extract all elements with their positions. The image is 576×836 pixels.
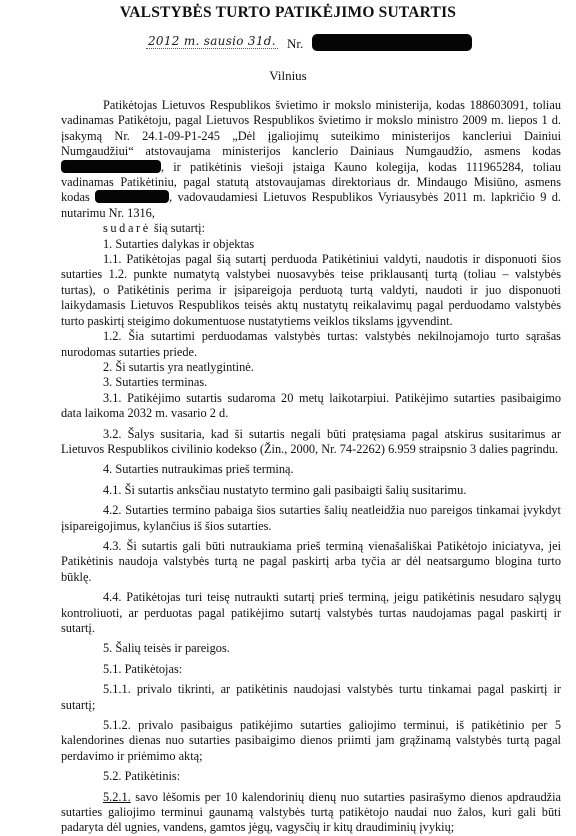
agreement-word: sudarė — [103, 221, 151, 236]
document-body — [61, 98, 561, 836]
clause-4-3: 4.3. Ši sutartis gali būti nutraukiama prieš terminą vienašališkai Patikėtojo iniciatyva, jei Patikėtinis naudoja valstybės turtą ne pagal paskirtį arba tyčia ar dėl neatsargumo blogina turto būklę. — [61, 538, 561, 584]
intro-text-part-1: Patikėtojas Lietuvos Respublikos švietimo ir mokslo ministerija, kodas 188603091, toliau vadinamas Patikėtoju, pagal Lietuvos Respublikos švietimo ir mokslo ministro 2009 m. liepos 1 d. įsakymą Nr. 24.1-09-P1-245 „Dėl įgaliojimų suteikimo ministerijos kancleriui Dainiui Numgaudžiui“ atstovaujama ministerijos kanclerio Dainiaus Numgaudžio, asmens kodas — [61, 98, 561, 159]
clause-4-2: 4.2. Sutarties termino pabaiga šios sutarties šalių neatleidžia nuo pareigos tinkamai įvykdyt įsipareigojimus, kylančius iš šios sutarties. — [61, 503, 561, 533]
clause-4-4: 4.4. Patikėtojas turi teisę nutraukti sutartį prieš terminą, jeigu patikėtinis nesudaro sąlygų kontroliuoti, ar perduotas pagal patikėjimo sutartį valstybės turtas naudojamas pagal paskirtį ir sutartį. — [61, 590, 561, 635]
clause-5-2-1-number: 5.2.1. — [103, 789, 131, 804]
clause-1-1: 1.1. Patikėtojas pagal šią sutartį perduoda Patikėtiniui valdyti, naudotis ir disponuoti šios sutarties 1.2. punkte numatytą valstybei nuosavybės teise priklausantį turtą (toliau – valstybės turtas), o Patikėtinis perima ir įsipareigoja perduotą turtą valdyti, naudoti ir juo disponuoti laikydamasis Lietuvos Respublikos teisės aktų nustatytų reikalavimų pagal perduodamo valstybės turto paskirtį steigimo dokumentuose nustatytiems veiklos tikslams įgyvendint. — [61, 252, 561, 328]
section-4-heading: 4. Sutarties nutraukimas prieš terminą. — [103, 462, 294, 477]
section-2-heading: 2. Ši sutartis yra neatlygintinė. — [103, 359, 254, 374]
clause-5-2: 5.2. Patikėtinis: — [103, 769, 181, 784]
number-label: Nr. — [287, 36, 304, 51]
document-title: VALSTYBĖS TURTO PATIKĖJIMO SUTARTIS — [119, 4, 457, 21]
clause-5-1-1: 5.1.1. privalo tikrinti, ar patikėtinis naudojasi valstybės turtu tinkamai pagal paskirtį ir sutartį; — [61, 682, 561, 712]
clause-5-2-1 — [61, 790, 561, 836]
intro-text-part-3: , vadovaudamiesi Lietuvos Respublikos Vyriausybės 2011 m. lapkričio 9 d. nutarimu Nr. 1316, — [61, 190, 562, 220]
intro-paragraph — [61, 98, 561, 221]
clause-4-1: 4.1. Ši sutartis anksčiau nustatyto termino gali pasibaigti šalių susitarimu. — [103, 482, 467, 497]
redacted-contract-number — [312, 34, 472, 51]
agreement-rest: šią sutartį: — [150, 221, 205, 236]
clause-1-2: 1.2. Šia sutartimi perduodamas valstybės turtas: valstybės nekilnojamojo turto sąrašas nurodomas sutarties priede. — [61, 329, 561, 359]
section-5-heading: 5. Šalių teisės ir pareigos. — [103, 641, 230, 656]
section-1-heading: 1. Sutarties dalykas ir objektas — [103, 236, 255, 251]
document-city: Vilnius — [269, 68, 307, 83]
section-3-heading: 3. Sutarties terminas. — [103, 375, 208, 390]
redacted-personal-code — [61, 160, 161, 173]
clause-3-2: 3.2. Šalys susitaria, kad ši sutartis negali būti pratęsiama pagal atskirus susitarimus ar Lietuvos Respublikos civilinio kodekso (Žin., 2000, Nr. 74-2262) 6.959 straipsnio 3 dalies pagrindu. — [61, 426, 561, 456]
clause-3-1: 3.1. Patikėjimo sutartis sudaroma 20 metų laikotarpiui. Patikėjimo sutarties pasibaigimo data laikoma 2032 m. vasario 2 d. — [61, 390, 561, 421]
clause-5-1: 5.1. Patikėtojas: — [103, 661, 183, 676]
clause-5-2-1-text: savo lėšomis per 10 kalendorinių dienų nuo sutarties pasirašymo dienos apdraudžia sutarties galiojimo terminui gaunamą valstybės turtą patikėtojo naudai nuo žalos, kuri gali būti padaryta dėl ugnies, vandens, gamtos jėgų, vagysčių ir kitų draudiminių įvykių; — [61, 789, 561, 835]
handwritten-date: 2012 m. sausio 31d. — [148, 34, 276, 48]
redacted-personal-code — [95, 190, 169, 203]
agreement-line — [61, 221, 561, 236]
intro-text-part-2: , ir patikėtinis viešoji įstaiga Kauno kolegija, kodas 111965284, toliau vadinamas Patikėtiniu, pagal statutą atstovaujamas direktoriaus dr. Mindaugo Misiūno, asmens kodas — [61, 159, 561, 205]
clause-5-1-2: 5.1.2. privalo pasibaigus patikėjimo sutarties galiojimo terminui, iš patikėtinio per 5 kalendorines dienas nuo sutarties pasibaigimo dienos priimti jam grąžinamą valstybės turtą pagal perdavimo ir priėmimo aktą; — [61, 718, 561, 763]
contract-number-line — [146, 33, 476, 53]
